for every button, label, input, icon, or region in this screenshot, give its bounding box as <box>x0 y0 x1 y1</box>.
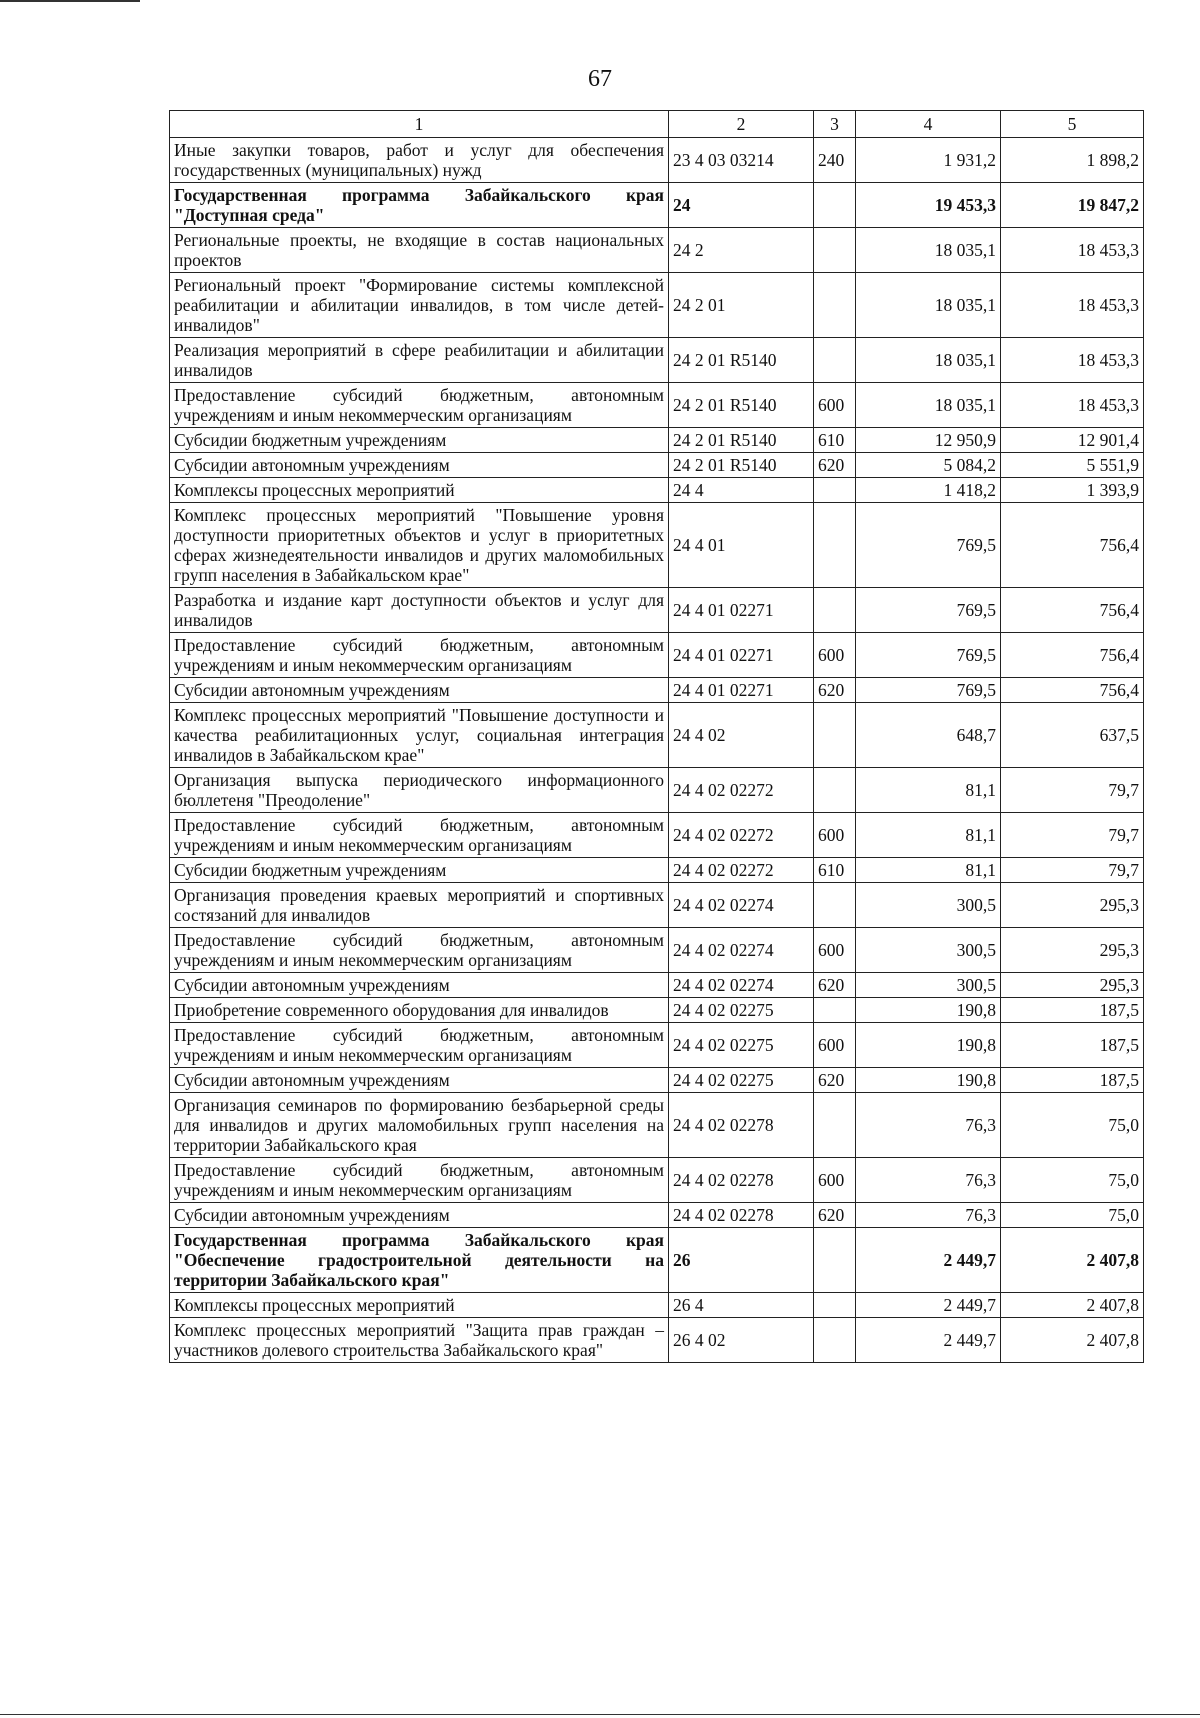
row-value-1-cell: 2 449,7 <box>856 1228 1001 1293</box>
row-name-cell: Организация семинаров по формированию безбарьерной среды для инвалидов и других маломобильных групп населения на территории Забайкальского края <box>170 1093 669 1158</box>
row-code-cell: 24 4 01 <box>669 503 814 588</box>
row-type-cell <box>814 768 856 813</box>
row-value-2-cell: 1 898,2 <box>1001 138 1144 183</box>
column-header: 5 <box>1001 111 1144 138</box>
row-code-cell: 24 4 02 02275 <box>669 1023 814 1068</box>
row-code-cell: 24 4 01 02271 <box>669 678 814 703</box>
row-name-cell: Комплекс процессных мероприятий "Повышение уровня доступности приоритетных объектов и услуг в приоритетных сферах жизнедеятельности инвалидов и других маломобильных групп населения в Забайкальском крае" <box>170 503 669 588</box>
row-value-2-cell: 756,4 <box>1001 503 1144 588</box>
row-name-cell: Предоставление субсидий бюджетным, автономным учреждениям и иным некоммерческим организациям <box>170 1023 669 1068</box>
row-value-1-cell: 18 035,1 <box>856 338 1001 383</box>
row-name-cell: Организация проведения краевых мероприятий и спортивных состязаний для инвалидов <box>170 883 669 928</box>
row-name-cell: Региональный проект "Формирование системы комплексной реабилитации и абилитации инвалидов, в том числе детей-инвалидов" <box>170 273 669 338</box>
row-value-1-cell: 18 035,1 <box>856 273 1001 338</box>
row-value-1-cell: 300,5 <box>856 883 1001 928</box>
row-type-cell <box>814 1293 856 1318</box>
row-value-2-cell: 756,4 <box>1001 588 1144 633</box>
row-code-cell: 24 2 01 R5140 <box>669 428 814 453</box>
row-type-cell <box>814 228 856 273</box>
row-type-cell: 620 <box>814 678 856 703</box>
row-value-2-cell: 79,7 <box>1001 768 1144 813</box>
row-type-cell: 600 <box>814 813 856 858</box>
row-type-cell: 600 <box>814 1023 856 1068</box>
row-code-cell: 24 2 01 R5140 <box>669 453 814 478</box>
row-code-cell: 24 4 02 02274 <box>669 928 814 973</box>
row-code-cell: 24 4 02 02274 <box>669 973 814 998</box>
table-row <box>170 478 1144 503</box>
row-code-cell: 24 4 02 02272 <box>669 858 814 883</box>
row-value-2-cell: 756,4 <box>1001 678 1144 703</box>
table-row <box>170 503 1144 588</box>
row-type-cell: 620 <box>814 453 856 478</box>
row-name-cell: Субсидии бюджетным учреждениям <box>170 858 669 883</box>
row-type-cell: 610 <box>814 858 856 883</box>
row-value-1-cell: 76,3 <box>856 1093 1001 1158</box>
row-value-2-cell: 18 453,3 <box>1001 383 1144 428</box>
table-row <box>170 453 1144 478</box>
row-type-cell <box>814 883 856 928</box>
row-value-1-cell: 769,5 <box>856 503 1001 588</box>
row-code-cell: 26 <box>669 1228 814 1293</box>
table-row <box>170 813 1144 858</box>
table-row <box>170 1093 1144 1158</box>
row-type-cell <box>814 273 856 338</box>
table-row <box>170 768 1144 813</box>
table-row <box>170 928 1144 973</box>
column-header: 2 <box>669 111 814 138</box>
table-row <box>170 973 1144 998</box>
row-code-cell: 24 4 02 <box>669 703 814 768</box>
row-name-cell: Предоставление субсидий бюджетным, автономным учреждениям и иным некоммерческим организациям <box>170 633 669 678</box>
row-value-2-cell: 75,0 <box>1001 1093 1144 1158</box>
table-row <box>170 1293 1144 1318</box>
row-code-cell: 24 4 02 02272 <box>669 768 814 813</box>
scan-edge-line <box>0 1714 1200 1715</box>
row-name-cell: Субсидии автономным учреждениям <box>170 1068 669 1093</box>
row-value-1-cell: 300,5 <box>856 973 1001 998</box>
header-row <box>170 111 1144 138</box>
column-header: 1 <box>170 111 669 138</box>
table-row <box>170 858 1144 883</box>
table-row <box>170 1228 1144 1293</box>
table-row <box>170 138 1144 183</box>
row-name-cell: Субсидии автономным учреждениям <box>170 453 669 478</box>
table-row <box>170 1068 1144 1093</box>
row-value-1-cell: 5 084,2 <box>856 453 1001 478</box>
row-name-cell: Реализация мероприятий в сфере реабилитации и абилитации инвалидов <box>170 338 669 383</box>
row-code-cell: 24 4 01 02271 <box>669 588 814 633</box>
row-name-cell: Организация выпуска периодического информационного бюллетеня "Преодоление" <box>170 768 669 813</box>
scan-edge-line <box>0 0 140 2</box>
row-name-cell: Государственная программа Забайкальского края "Доступная среда" <box>170 183 669 228</box>
row-code-cell: 24 <box>669 183 814 228</box>
row-value-1-cell: 769,5 <box>856 678 1001 703</box>
row-value-1-cell: 300,5 <box>856 928 1001 973</box>
row-value-2-cell: 295,3 <box>1001 883 1144 928</box>
row-name-cell: Разработка и издание карт доступности объектов и услуг для инвалидов <box>170 588 669 633</box>
table-row <box>170 588 1144 633</box>
table-row <box>170 383 1144 428</box>
row-value-1-cell: 12 950,9 <box>856 428 1001 453</box>
table-row <box>170 183 1144 228</box>
row-name-cell: Комплексы процессных мероприятий <box>170 478 669 503</box>
row-value-1-cell: 2 449,7 <box>856 1293 1001 1318</box>
row-code-cell: 24 2 01 R5140 <box>669 338 814 383</box>
row-name-cell: Комплексы процессных мероприятий <box>170 1293 669 1318</box>
row-value-1-cell: 76,3 <box>856 1158 1001 1203</box>
row-name-cell: Субсидии бюджетным учреждениям <box>170 428 669 453</box>
row-code-cell: 24 4 01 02271 <box>669 633 814 678</box>
table-row <box>170 1158 1144 1203</box>
row-value-1-cell: 81,1 <box>856 768 1001 813</box>
row-type-cell <box>814 998 856 1023</box>
row-value-2-cell: 75,0 <box>1001 1158 1144 1203</box>
row-value-2-cell: 756,4 <box>1001 633 1144 678</box>
row-name-cell: Государственная программа Забайкальского края "Обеспечение градостроительной деятельности на территории Забайкальского края" <box>170 1228 669 1293</box>
row-type-cell: 600 <box>814 383 856 428</box>
row-name-cell: Комплекс процессных мероприятий "Повышение доступности и качества реабилитационных услуг, социальная интеграция инвалидов в Забайкальском крае" <box>170 703 669 768</box>
row-name-cell: Субсидии автономным учреждениям <box>170 678 669 703</box>
row-code-cell: 24 4 02 02278 <box>669 1203 814 1228</box>
row-type-cell <box>814 478 856 503</box>
table-row <box>170 1203 1144 1228</box>
row-value-2-cell: 637,5 <box>1001 703 1144 768</box>
row-code-cell: 24 4 02 02278 <box>669 1093 814 1158</box>
table-row <box>170 1023 1144 1068</box>
row-code-cell: 24 4 02 02272 <box>669 813 814 858</box>
row-code-cell: 26 4 02 <box>669 1318 814 1363</box>
row-code-cell: 26 4 <box>669 1293 814 1318</box>
column-header: 3 <box>814 111 856 138</box>
row-value-2-cell: 2 407,8 <box>1001 1228 1144 1293</box>
table-row <box>170 883 1144 928</box>
row-name-cell: Предоставление субсидий бюджетным, автономным учреждениям и иным некоммерческим организациям <box>170 383 669 428</box>
row-value-2-cell: 75,0 <box>1001 1203 1144 1228</box>
row-value-2-cell: 18 453,3 <box>1001 338 1144 383</box>
row-value-2-cell: 295,3 <box>1001 928 1144 973</box>
row-value-2-cell: 2 407,8 <box>1001 1293 1144 1318</box>
table-row <box>170 428 1144 453</box>
row-value-1-cell: 76,3 <box>856 1203 1001 1228</box>
row-type-cell <box>814 1228 856 1293</box>
table-row <box>170 273 1144 338</box>
row-value-1-cell: 2 449,7 <box>856 1318 1001 1363</box>
row-value-1-cell: 19 453,3 <box>856 183 1001 228</box>
row-code-cell: 24 2 <box>669 228 814 273</box>
row-value-1-cell: 769,5 <box>856 633 1001 678</box>
table-row <box>170 338 1144 383</box>
row-type-cell <box>814 1093 856 1158</box>
row-value-1-cell: 648,7 <box>856 703 1001 768</box>
row-value-1-cell: 190,8 <box>856 1068 1001 1093</box>
row-value-2-cell: 79,7 <box>1001 813 1144 858</box>
row-value-1-cell: 190,8 <box>856 1023 1001 1068</box>
row-type-cell <box>814 338 856 383</box>
row-code-cell: 24 4 <box>669 478 814 503</box>
row-value-2-cell: 187,5 <box>1001 1023 1144 1068</box>
row-type-cell: 620 <box>814 1203 856 1228</box>
row-type-cell: 600 <box>814 633 856 678</box>
row-name-cell: Предоставление субсидий бюджетным, автономным учреждениям и иным некоммерческим организациям <box>170 813 669 858</box>
table-row <box>170 228 1144 273</box>
table-row <box>170 703 1144 768</box>
table-row <box>170 1318 1144 1363</box>
page-number: 67 <box>588 66 612 92</box>
row-type-cell <box>814 503 856 588</box>
row-code-cell: 24 4 02 02275 <box>669 1068 814 1093</box>
table-row <box>170 678 1144 703</box>
row-value-2-cell: 295,3 <box>1001 973 1144 998</box>
row-value-2-cell: 5 551,9 <box>1001 453 1144 478</box>
row-value-1-cell: 769,5 <box>856 588 1001 633</box>
row-name-cell: Предоставление субсидий бюджетным, автономным учреждениям и иным некоммерческим организациям <box>170 928 669 973</box>
row-type-cell <box>814 183 856 228</box>
row-name-cell: Субсидии автономным учреждениям <box>170 973 669 998</box>
row-type-cell: 600 <box>814 928 856 973</box>
row-name-cell: Субсидии автономным учреждениям <box>170 1203 669 1228</box>
column-header: 4 <box>856 111 1001 138</box>
row-code-cell: 24 4 02 02275 <box>669 998 814 1023</box>
row-value-2-cell: 1 393,9 <box>1001 478 1144 503</box>
row-type-cell <box>814 703 856 768</box>
row-code-cell: 24 2 01 <box>669 273 814 338</box>
row-code-cell: 24 4 02 02278 <box>669 1158 814 1203</box>
row-type-cell: 600 <box>814 1158 856 1203</box>
row-value-1-cell: 18 035,1 <box>856 383 1001 428</box>
row-type-cell: 610 <box>814 428 856 453</box>
row-name-cell: Комплекс процессных мероприятий "Защита прав граждан – участников долевого строительства Забайкальского края" <box>170 1318 669 1363</box>
row-code-cell: 24 2 01 R5140 <box>669 383 814 428</box>
table-row <box>170 998 1144 1023</box>
row-value-2-cell: 2 407,8 <box>1001 1318 1144 1363</box>
row-type-cell <box>814 1318 856 1363</box>
row-value-2-cell: 187,5 <box>1001 1068 1144 1093</box>
row-type-cell: 620 <box>814 1068 856 1093</box>
row-name-cell: Иные закупки товаров, работ и услуг для обеспечения государственных (муниципальных) нужд <box>170 138 669 183</box>
row-value-1-cell: 1 418,2 <box>856 478 1001 503</box>
row-value-2-cell: 187,5 <box>1001 998 1144 1023</box>
row-type-cell <box>814 588 856 633</box>
row-name-cell: Региональные проекты, не входящие в состав национальных проектов <box>170 228 669 273</box>
row-value-2-cell: 18 453,3 <box>1001 228 1144 273</box>
row-value-2-cell: 18 453,3 <box>1001 273 1144 338</box>
row-value-1-cell: 18 035,1 <box>856 228 1001 273</box>
row-value-1-cell: 81,1 <box>856 858 1001 883</box>
row-type-cell: 240 <box>814 138 856 183</box>
row-name-cell: Приобретение современного оборудования для инвалидов <box>170 998 669 1023</box>
row-value-2-cell: 79,7 <box>1001 858 1144 883</box>
budget-table <box>169 110 1144 1363</box>
row-code-cell: 24 4 02 02274 <box>669 883 814 928</box>
row-value-1-cell: 1 931,2 <box>856 138 1001 183</box>
table-row <box>170 633 1144 678</box>
row-value-2-cell: 19 847,2 <box>1001 183 1144 228</box>
row-value-2-cell: 12 901,4 <box>1001 428 1144 453</box>
row-type-cell: 620 <box>814 973 856 998</box>
row-value-1-cell: 190,8 <box>856 998 1001 1023</box>
row-code-cell: 23 4 03 03214 <box>669 138 814 183</box>
row-value-1-cell: 81,1 <box>856 813 1001 858</box>
row-name-cell: Предоставление субсидий бюджетным, автономным учреждениям и иным некоммерческим организациям <box>170 1158 669 1203</box>
